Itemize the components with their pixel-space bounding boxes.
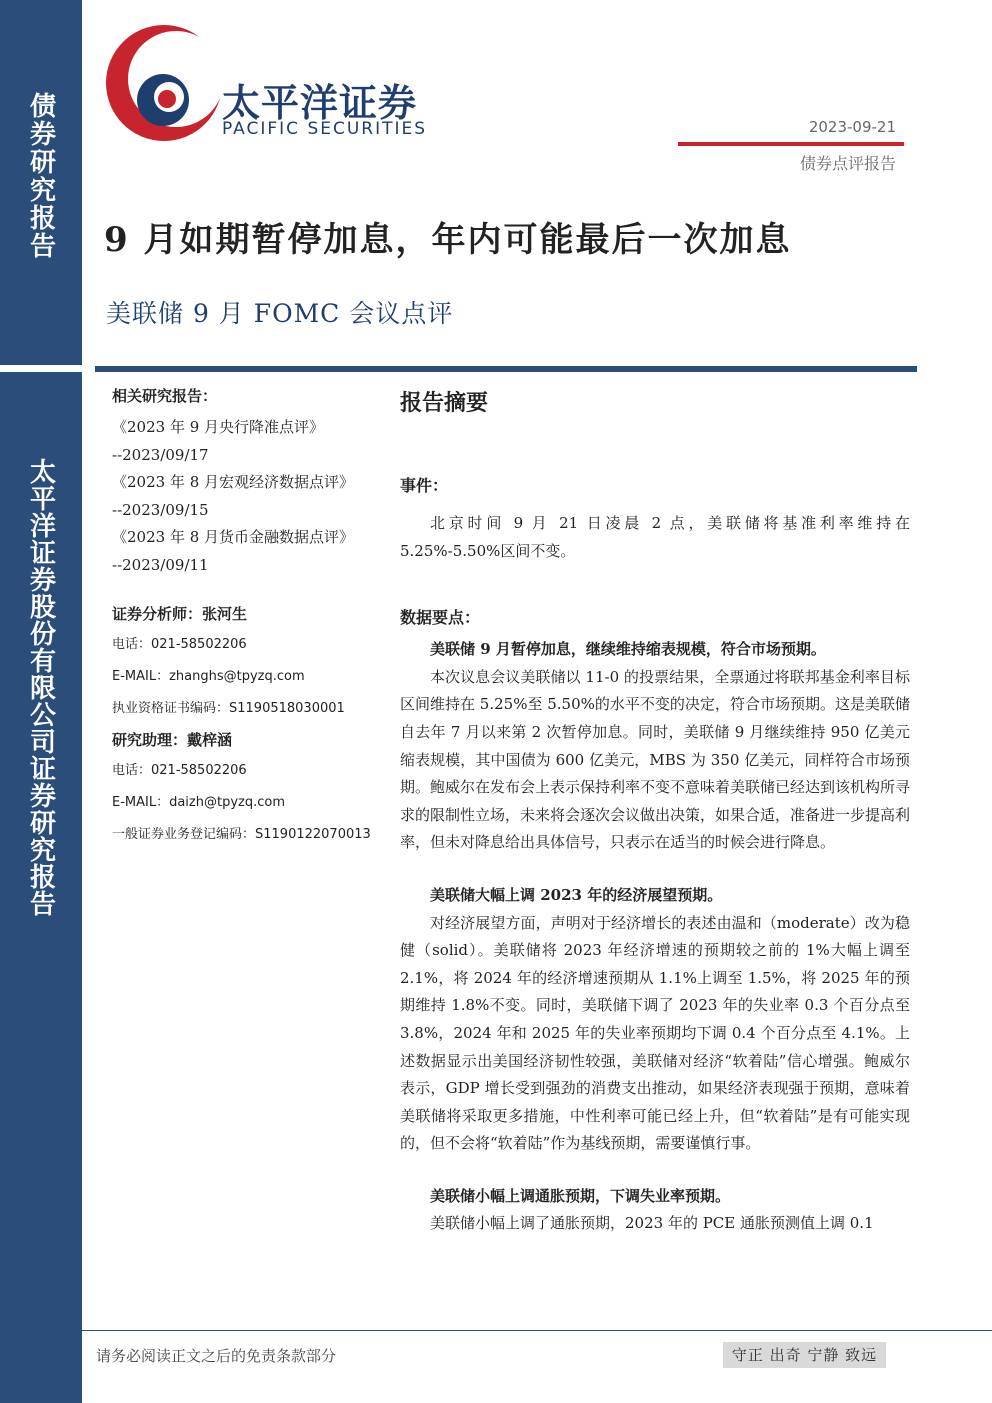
brand-name-en: PACIFIC SECURITIES xyxy=(222,119,428,139)
page-title: 9 月如期暂停加息，年内可能最后一次加息 xyxy=(104,220,792,260)
data-points-heading: 数据要点： xyxy=(400,608,481,628)
left-column xyxy=(112,385,374,851)
related-report-title[interactable]: 《2023 年 8 月货币金融数据点评》 xyxy=(112,528,355,546)
report-date: 2023-09-21 xyxy=(808,118,896,136)
event-heading: 事件： xyxy=(400,476,449,495)
point-3-paragraph: 美联储小幅上调了通胀预期，2023 年的 PCE 通胀预测值上调 0.1 xyxy=(430,1214,874,1233)
assistant-email[interactable]: E-MAIL：daizh@tpyzq.com xyxy=(112,795,285,810)
related-reports-list xyxy=(112,414,374,579)
brand-name-cn: 太平洋证券 xyxy=(222,81,418,125)
analyst-cert: 执业资格证书编码：S1190518030001 xyxy=(112,701,345,716)
header-red-line xyxy=(678,142,904,146)
company-logo-icon xyxy=(103,22,225,144)
assistant-heading: 研究助理：戴梓涵 xyxy=(112,731,233,749)
footer-disclaimer: 请务必阅读正文之后的免责条款部分 xyxy=(96,1347,337,1365)
related-report-date: --2023/09/11 xyxy=(112,555,209,574)
sidebar-bottom xyxy=(0,372,82,917)
sidebar xyxy=(0,0,82,1403)
point-1-lead: 美联储 9 月暂停加息，继续维持缩表规模，符合市场预期。 xyxy=(430,640,826,659)
page-subtitle: 美联储 9 月 FOMC 会议点评 xyxy=(106,299,454,328)
point-3-lead: 美联储小幅上调通胀预期，下调失业率预期。 xyxy=(430,1186,731,1205)
assistant-phone: 电话：021-58502206 xyxy=(112,763,247,778)
assistant-cert: 一般证券业务登记编码：S1190122070013 xyxy=(112,827,371,842)
summary-column xyxy=(400,386,910,1238)
sidebar-company: 太平洋证券股份有限公司证券研究报告 xyxy=(25,458,56,917)
related-report-title[interactable]: 《2023 年 9 月央行降准点评》 xyxy=(112,418,325,436)
related-report-date: --2023/09/15 xyxy=(112,500,209,519)
point-1-paragraph: 本次议息会议美联储以 11-0 的投票结果，全票通过将联邦基金利率目标区间维持在 5.25%至 5.50%的水平不变的决定，符合市场预期。这是美联储自去年 7 月以来第 2 次暂停加息。同时，美联储 9 月继续维持 950 亿美元缩表规模，其中国债为 600 亿美元，MBS 为 350 亿美元，同样符合市场预期。鲍威尔在发布会上表示保持利率不变不意味着美联储已经达到该机构所寻求的限制性立场，未来将会逐次会议做出决策，如果合适，准备进一步提高利率，但未对降息给出具体信号，只表示在适当的时候会进行降息。 xyxy=(400,667,911,852)
event-paragraph: 北京时间 9 月 21 日凌晨 2 点，美联储将基准利率维持在 5.25%-5.50%区间不变。 xyxy=(400,514,910,560)
analyst-phone: 电话：021-58502206 xyxy=(112,637,247,652)
point-2-lead: 美联储大幅上调 2023 年的经济展望预期。 xyxy=(430,885,723,904)
related-report-title[interactable]: 《2023 年 8 月宏观经济数据点评》 xyxy=(112,473,355,491)
sidebar-divider xyxy=(0,365,82,372)
report-type: 债券点评报告 xyxy=(799,154,896,173)
footer-divider xyxy=(82,1330,992,1331)
sidebar-top xyxy=(0,0,82,365)
sidebar-report-category: 债券研究报告 xyxy=(25,92,56,260)
point-2-paragraph: 对经济展望方面，声明对于经济增长的表述由温和（moderate）改为稳健（solid）。美联储将 2023 年经济增速的预期较之前的 1%大幅上调至 2.1%，将 2024 年的经济增速预期从 1.1%上调至 1.5%，将 2025 年的预期维持 1.8%不变。同时，美联储下调了 2023 年的失业率 0.3 个百分点至 3.8%，2024 年和 2025 年的失业率预期均下调 0.4 个百分点至 4.1%。上述数据显示出美国经济韧性较强，美联储对经济“软着陆”信心增强。鲍威尔表示，GDP 增长受到强劲的消费支出推动，如果经济表现强于预期，意味着美联储将采取更多措施，中性利率可能已经上升，但“软着陆”是有可能实现的，但不会将“软着陆”作为基线预期，需要谨慎行事。 xyxy=(400,913,910,1153)
related-report-date: --2023/09/17 xyxy=(112,445,209,464)
summary-title: 报告摘要 xyxy=(400,390,489,416)
related-reports-heading: 相关研究报告： xyxy=(112,387,218,405)
title-divider xyxy=(95,366,917,372)
footer-motto: 守正 出奇 宁静 致远 xyxy=(723,1342,886,1368)
analyst-email[interactable]: E-MAIL：zhanghs@tpyzq.com xyxy=(112,669,305,684)
analyst-heading: 证券分析师：张河生 xyxy=(112,605,248,623)
